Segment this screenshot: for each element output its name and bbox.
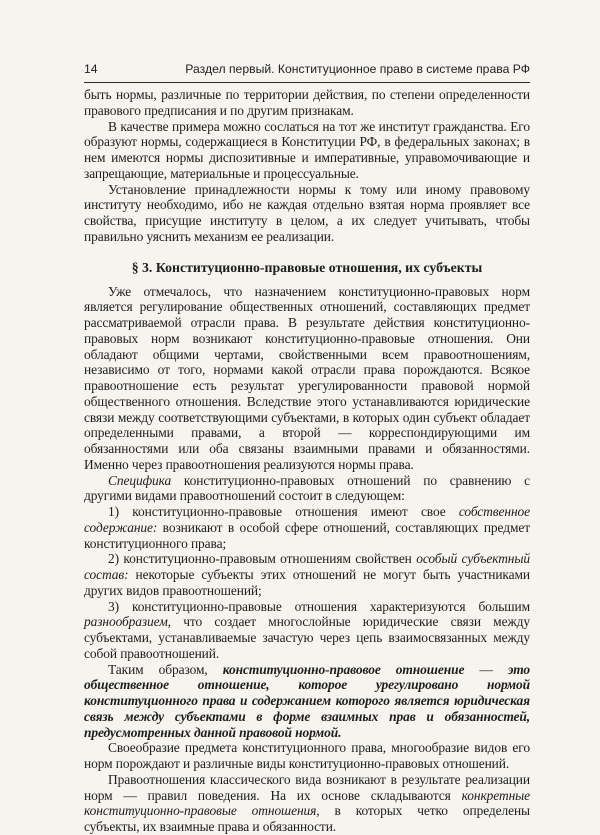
running-header xyxy=(84,60,530,83)
text-run: 3) конституционно-правовые отношения характеризуются большим xyxy=(108,598,530,614)
text-run: что создает многослойные юридические связи между субъектами, устанавливаемые зачастую через цепь взаимосвязанных между собой правоотношений. xyxy=(84,614,530,661)
page-number: 14 xyxy=(84,62,98,76)
list-item xyxy=(84,599,530,662)
paragraph: Установление принадлежности нормы к тому или иному правовому институту необходимо, ибо не каждая отдельно взятая норма проявляет все свойства, присущие институту в целом, а их следует учитывать, чтобы правильно уяснить механизм ее реализации. xyxy=(84,181,530,244)
paragraph: Уже отмечалось, что назначением конституционно-правовых норм является регулирование общественных отношений, составляющих предмет рассматриваемой отрасли права. В результате действия конституционно-правовых норм возникают конституционно-правовые отношения. Они обладают общими чертами, свойственными всем правоотношениям, независимо от того, нормами какой отрасли права порождаются. Всякое правоотношение есть результат урегулированности правовой нормой общественного отношения. Вследствие этого устанавливаются юридические связи между соответствующими субъектами, в которых один субъект обладает определенными правами, а второй — корреспондирующими им обязанностями или оба связаны взаимными правами и обязанностями. Именно через правоотношения реализуются нормы права. xyxy=(84,283,530,472)
paragraph xyxy=(84,772,530,835)
text-run: 2) конституционно-правовым отношениям свойствен xyxy=(108,551,417,567)
emphasis: особый субъектный состав: xyxy=(84,551,530,582)
paragraph xyxy=(84,473,530,505)
emphasis: конкретные конституционно-правовые отношения, xyxy=(84,787,530,819)
text-run: конституционно-правовых отношений по сравнению с другими видами правоотношений состоит в следующем: xyxy=(84,472,530,504)
emphasis: Специфика xyxy=(108,472,172,488)
list-item xyxy=(84,551,530,598)
bold-emphasis: это общественное отношение, которое урегулировано нормой конституционного права и содержанием которого является юридическая связь между субъектами в форме взаимных прав и обязанностей, предусмотренных данной правовой нормой. xyxy=(84,661,530,740)
text-run: в которых четко определены субъекты, их взаимные права и обязанности. xyxy=(84,803,530,834)
emphasis: разнообразием, xyxy=(84,614,171,630)
paragraph: быть нормы, различные по территории действия, по степени определенности правового предписания и по другим признакам. xyxy=(84,87,530,118)
definition-paragraph xyxy=(84,662,530,741)
bold-emphasis: конституционно-правовое отношение xyxy=(222,661,465,677)
list-item xyxy=(84,504,530,551)
text-run: возникают в особой сфере отношений, составляющих предмет конституционного права; xyxy=(84,519,530,551)
page-body xyxy=(84,87,530,835)
section-heading: § 3. Конституционно-правовые отношения, их субъекты xyxy=(131,259,483,275)
text-run: Правоотношения классического вида возникают в результате реализации норм — правил поведения. На их основе складываются xyxy=(84,771,530,803)
running-header-title: Раздел первый. Конституционное право в системе права РФ xyxy=(185,62,530,76)
text-run: некоторые субъекты этих отношений не могут быть участниками других видов правоотношений; xyxy=(84,567,530,598)
emphasis: собственное содержание: xyxy=(84,504,530,535)
text-run: — xyxy=(464,661,508,677)
text-run: 1) конституционно-правовые отношения имеют свое xyxy=(108,504,459,519)
paragraph: В качестве примера можно сослаться на тот же институт гражданства. Его образуют нормы, содержащиеся в Конституции РФ, в федеральных законах; в нем имеются нормы диспозитивные и императивные, управомочивающие и запрещающие, материальные и процессуальные. xyxy=(84,118,530,181)
paragraph: Своеобразие предмета конституционного права, многообразие видов его норм порождают и различные виды конституционно-правовых отношений. xyxy=(84,740,530,771)
text-run: Таким образом, xyxy=(108,661,223,677)
